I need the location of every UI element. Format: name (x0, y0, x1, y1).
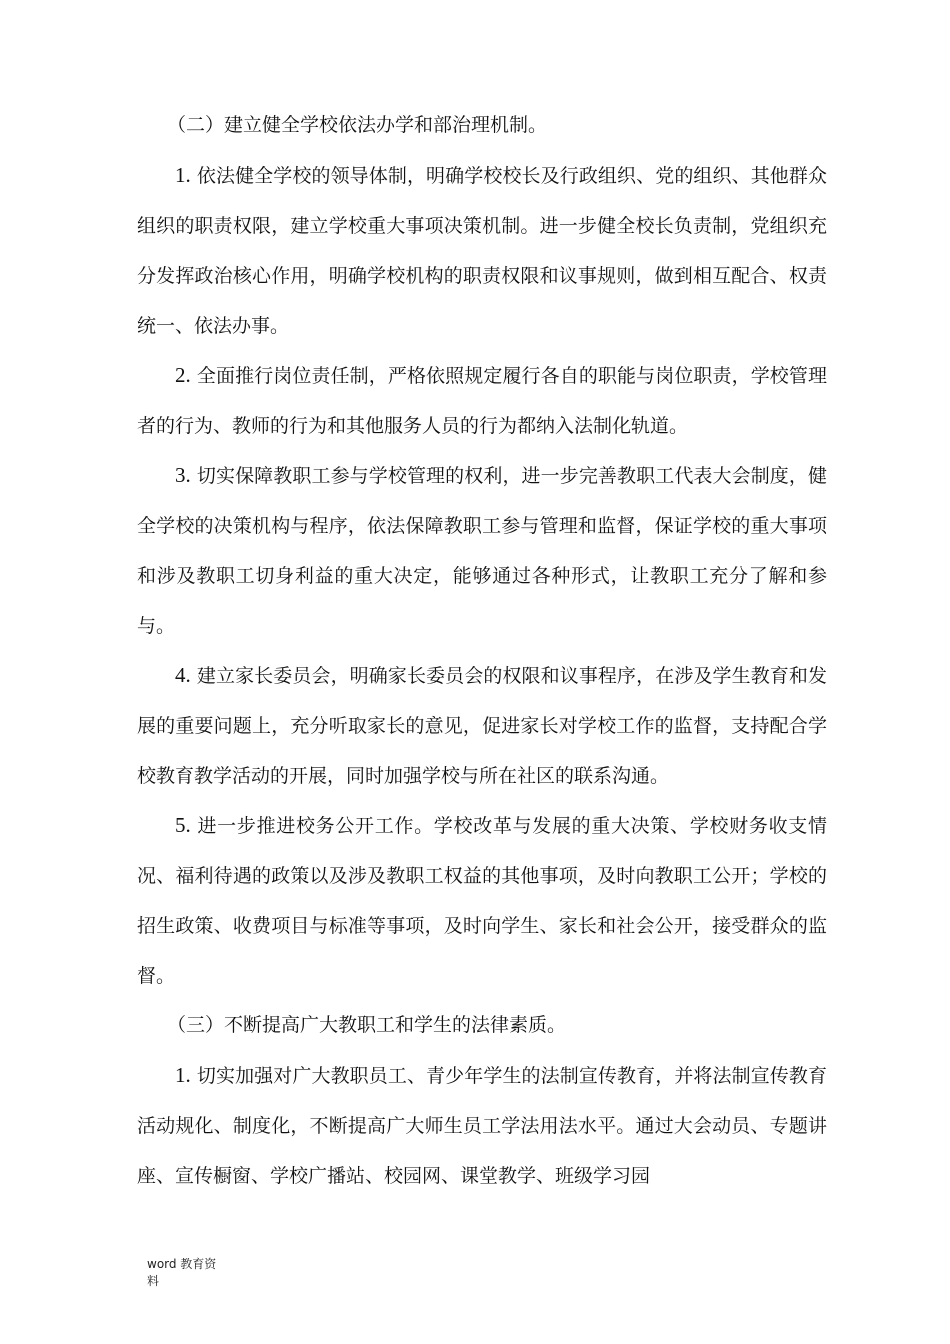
section-heading-2: （二）建立健全学校依法办学和部治理机制。 (167, 114, 548, 136)
section-heading-3: （三）不断提高广大教职工和学生的法律素质。 (167, 1014, 567, 1036)
item-number: 1. (175, 1063, 191, 1087)
page-footer (147, 1256, 237, 1290)
paragraph-item-3 (137, 450, 827, 651)
item-number: 2. (175, 363, 191, 387)
item-number: 4. (175, 663, 191, 687)
footer-line-1: word 教育资 (147, 1257, 217, 1271)
item-text: 全面推行岗位责任制，严格依照规定履行各自的职能与岗位职责，学校管理者的行为、教师的行为和其他服务人员的行为都纳入法制化轨道。 (137, 365, 827, 437)
item-text: 切实保障教职工参与学校管理的权利，进一步完善教职工代表大会制度，健全学校的决策机构与程序，依法保障教职工参与管理和监督，保证学校的重大事项和涉及教职工切身利益的重大决定，能够通过各种形式，让教职工充分了解和参与。 (137, 465, 827, 637)
item-text: 依法健全学校的领导体制，明确学校校长及行政组织、党的组织、其他群众组织的职责权限，建立学校重大事项决策机制。进一步健全校长负责制，党组织充分发挥政治核心作用，明确学校机构的职责权限和议事规则，做到相互配合、权责统一、依法办事。 (137, 165, 827, 337)
paragraph-item-1 (137, 150, 827, 351)
item-number: 1. (175, 163, 191, 187)
item-number: 3. (175, 463, 191, 487)
paragraph-item-5 (137, 800, 827, 1001)
paragraph-item-2 (137, 350, 827, 451)
item-text: 进一步推进校务公开工作。学校改革与发展的重大决策、学校财务收支情况、福利待遇的政策以及涉及教职工权益的其他事项，及时向教职工公开；学校的招生政策、收费项目与标准等事项，及时向学生、家长和社会公开，接受群众的监督。 (137, 815, 827, 987)
item-text: 切实加强对广大教职员工、青少年学生的法制宣传教育，并将法制宣传教育活动规化、制度化，不断提高广大师生员工学法用法水平。通过大会动员、专题讲座、宣传橱窗、学校广播站、校园网、课堂教学、班级学习园 (137, 1065, 827, 1187)
item-text: 建立家长委员会，明确家长委员会的权限和议事程序，在涉及学生教育和发展的重要问题上，充分听取家长的意见，促进家长对学校工作的监督，支持配合学校教育教学活动的开展，同时加强学校与所在社区的联系沟通。 (137, 665, 827, 787)
item-number: 5. (175, 813, 191, 837)
paragraph-item-4 (137, 650, 827, 801)
footer-line-2: 料 (147, 1274, 160, 1288)
paragraph-item-s3-1 (137, 1050, 827, 1201)
